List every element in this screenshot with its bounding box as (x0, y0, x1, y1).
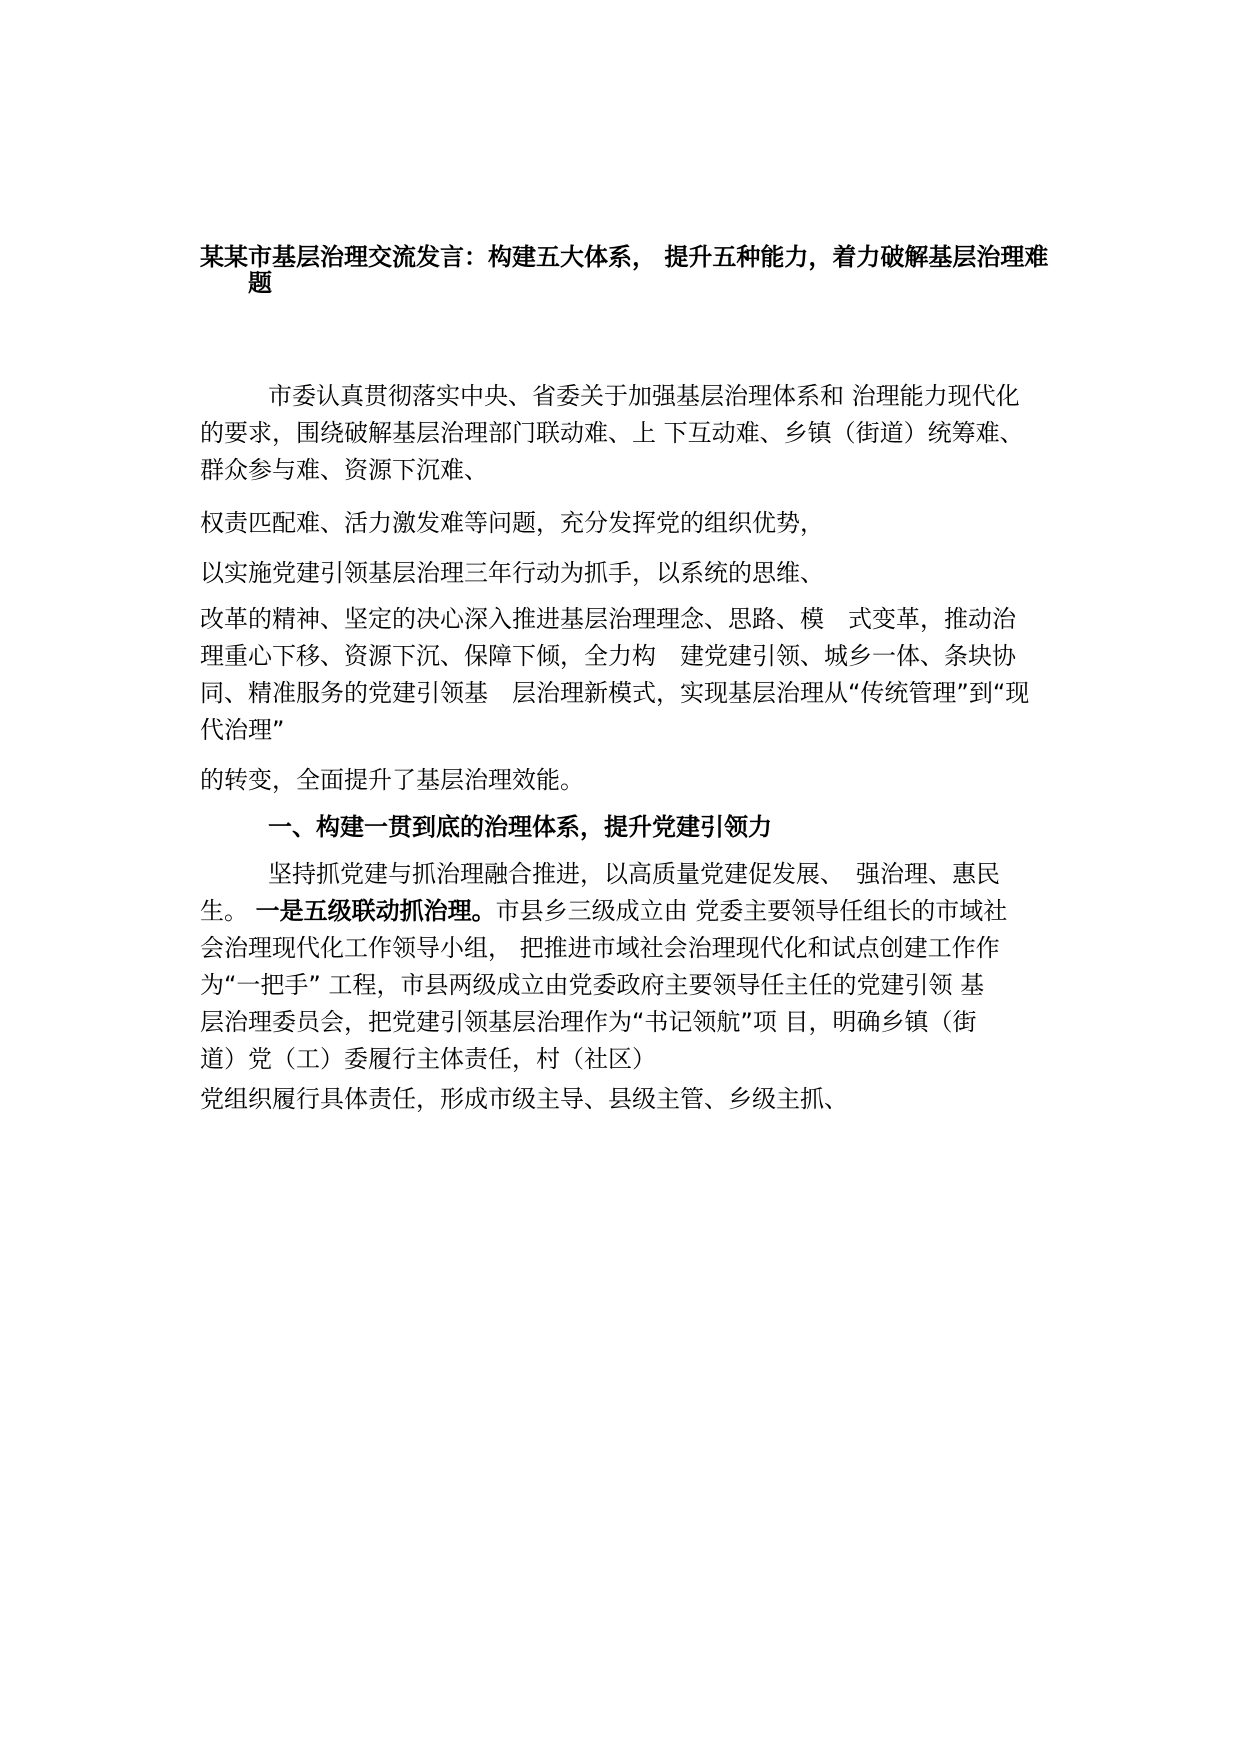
text-line: 改革的精神、坚定的决心深入推进基层治理理念、思路、模 式变革，推动治 (200, 605, 1016, 633)
text-line: 代治理” (200, 716, 285, 744)
text-line: 市委认真贯彻落实中央、省委关于加强基层治理体系和 治理能力现代化 (268, 382, 1020, 410)
document-title (200, 244, 1080, 296)
paragraph-intro (200, 378, 1100, 489)
section-heading-1: 一、构建一贯到底的治理体系，提升党建引领力 (268, 813, 772, 841)
paragraph-3 (200, 555, 1100, 592)
text-line: 党组织履行具体责任，形成市级主导、县级主管、乡级主抓、 (200, 1085, 848, 1113)
text-line (200, 893, 1100, 930)
text-line: 坚持抓党建与抓治理融合推进，以高质量党建促发展、 强治理、惠民 (268, 860, 1000, 888)
paragraph-6 (200, 856, 1100, 1078)
text-line: 同、精准服务的党建引领基 层治理新模式，实现基层治理从“传统管理”到“现 (200, 679, 1030, 707)
paragraph-7 (200, 1081, 1100, 1118)
text-line: 的要求，围绕破解基层治理部门联动难、上 下互动难、乡镇（街道）统筹难、 (200, 419, 1024, 447)
text-line: 群众参与难、资源下沉难、 (200, 456, 488, 484)
text-line: 为“一把手” 工程，市县两级成立由党委政府主要领导任主任的党建引领 基 (200, 971, 985, 999)
text-segment: 生。 (200, 897, 256, 925)
title-line-1: 某某市基层治理交流发言：构建五大体系， 提升五种能力，着力破解基层治理难 (200, 243, 1049, 271)
bold-lead-phrase: 一是五级联动抓治理。 (255, 897, 496, 925)
title-line-2: 题 (248, 269, 272, 297)
text-line: 以实施党建引领基层治理三年行动为抓手，以系统的思维、 (200, 559, 824, 587)
paragraph-4 (200, 601, 1100, 749)
text-line: 权责匹配难、活力激发难等问题，充分发挥党的组织优势， (200, 509, 824, 537)
text-line: 道）党（工）委履行主体责任，村（社区） (200, 1045, 656, 1073)
text-line: 理重心下移、资源下沉、保障下倾，全力构 建党建引领、城乡一体、条块协 (200, 642, 1016, 670)
text-line: 的转变，全面提升了基层治理效能。 (200, 766, 584, 794)
text-line: 层治理委员会，把党建引领基层治理作为“书记领航”项 目，明确乡镇（街 (200, 1008, 977, 1036)
text-segment: 市县乡三级成立由 党委主要领导任组长的市域社 (495, 897, 1008, 925)
paragraph-2 (200, 505, 1100, 542)
text-line: 会治理现代化工作领导小组， 把推进市域社会治理现代化和试点创建工作作 (200, 934, 1000, 962)
paragraph-5 (200, 762, 1100, 799)
